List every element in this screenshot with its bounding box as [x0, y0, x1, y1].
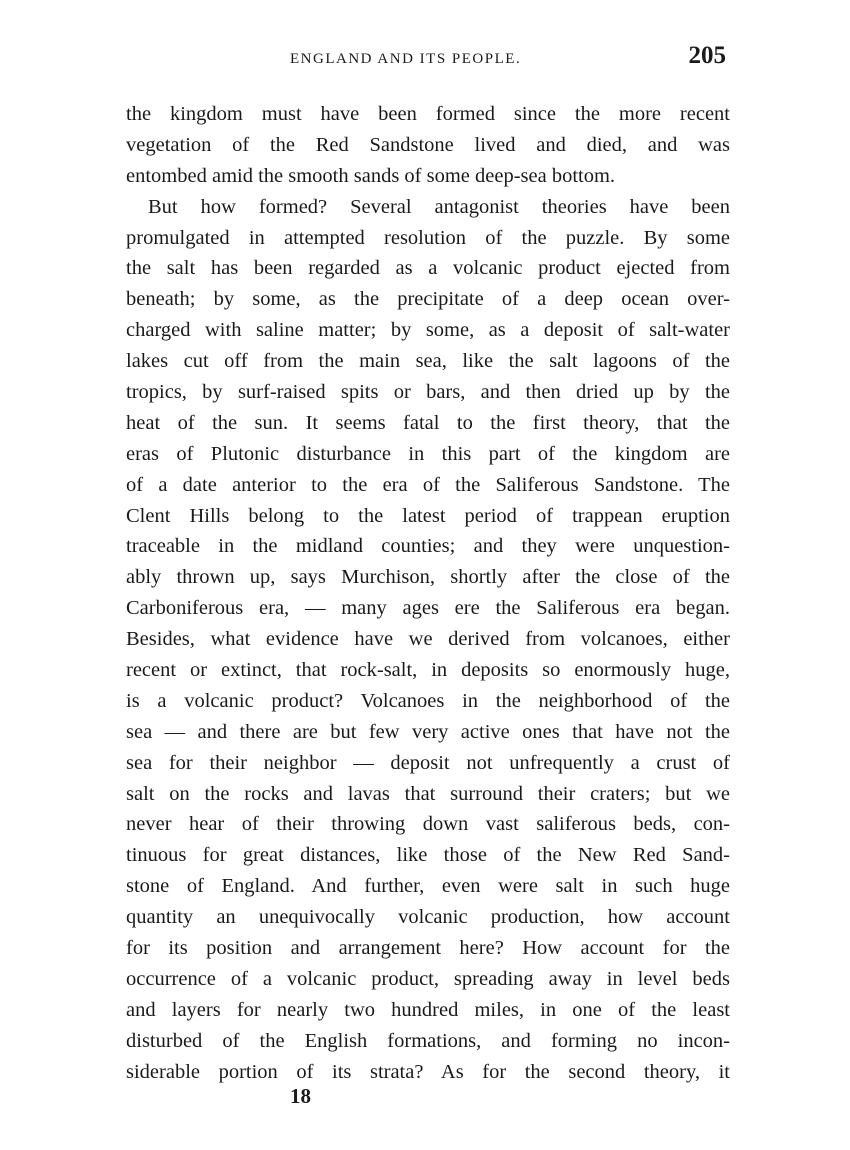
text-line: traceable in the midland counties; and they were unquestion-: [126, 535, 730, 558]
text-line: heat of the sun. It seems fatal to the first theory, that the: [126, 411, 730, 434]
text-line: entombed amid the smooth sands of some deep-sea bottom.: [126, 164, 616, 187]
text-line: quantity an unequivocally volcanic production, how account: [126, 906, 730, 929]
body-text: [126, 99, 730, 1088]
text-line: never hear of their throwing down vast saliferous beds, con-: [126, 813, 730, 836]
text-line: for its position and arrangement here? How account for the: [126, 937, 730, 960]
text-line: salt on the rocks and lavas that surround their craters; but we: [126, 782, 730, 805]
text-line: But how formed? Several antagonist theories have been: [148, 195, 730, 218]
text-line: tropics, by surf-raised spits or bars, and then dried up by the: [126, 381, 730, 404]
paragraph: [126, 99, 730, 192]
text-line: tinuous for great distances, like those of the New Red Sand-: [126, 844, 730, 867]
text-line: Besides, what evidence have we derived from volcanoes, either: [126, 628, 730, 651]
text-line: Carboniferous era, — many ages ere the Saliferous era began.: [126, 597, 730, 620]
text-line: occurrence of a volcanic product, spreading away in level beds: [126, 967, 730, 990]
text-line: is a volcanic product? Volcanoes in the neighborhood of the: [126, 689, 730, 712]
text-line: lakes cut off from the main sea, like the salt lagoons of the: [126, 350, 730, 373]
text-line: eras of Plutonic disturbance in this part of the kingdom are: [126, 442, 730, 465]
running-header: [126, 42, 730, 76]
paragraph: [126, 192, 730, 1088]
running-title: ENGLAND AND ITS PEOPLE.: [290, 51, 522, 67]
text-line: promulgated in attempted resolution of the puzzle. By some: [126, 226, 730, 249]
signature-mark: 18: [290, 1084, 311, 1108]
text-line: of a date anterior to the era of the Saliferous Sandstone. The: [126, 473, 730, 496]
text-line: disturbed of the English formations, and forming no incon-: [126, 1029, 730, 1052]
text-line: recent or extinct, that rock-salt, in deposits so enormously huge,: [126, 659, 730, 682]
text-line: vegetation of the Red Sandstone lived and died, and was: [126, 133, 730, 156]
page-number: 205: [688, 42, 726, 69]
text-line: and layers for nearly two hundred miles, in one of the least: [126, 998, 730, 1021]
text-line: beneath; by some, as the precipitate of a deep ocean over-: [126, 288, 730, 311]
text-line: charged with saline matter; by some, as a deposit of salt-water: [126, 319, 730, 342]
text-line: stone of England. And further, even were salt in such huge: [126, 875, 730, 898]
text-line: sea — and there are but few very active ones that have not the: [126, 720, 730, 743]
text-line: the kingdom must have been formed since the more recent: [126, 103, 730, 125]
text-line: Clent Hills belong to the latest period of trappean eruption: [126, 504, 730, 527]
text-line: ably thrown up, says Murchison, shortly after the close of the: [126, 566, 730, 589]
text-line: sea for their neighbor — deposit not unfrequently a crust of: [126, 751, 730, 774]
text-line: the salt has been regarded as a volcanic product ejected from: [126, 257, 730, 280]
text-line: siderable portion of its strata? As for the second theory, it: [126, 1060, 730, 1083]
